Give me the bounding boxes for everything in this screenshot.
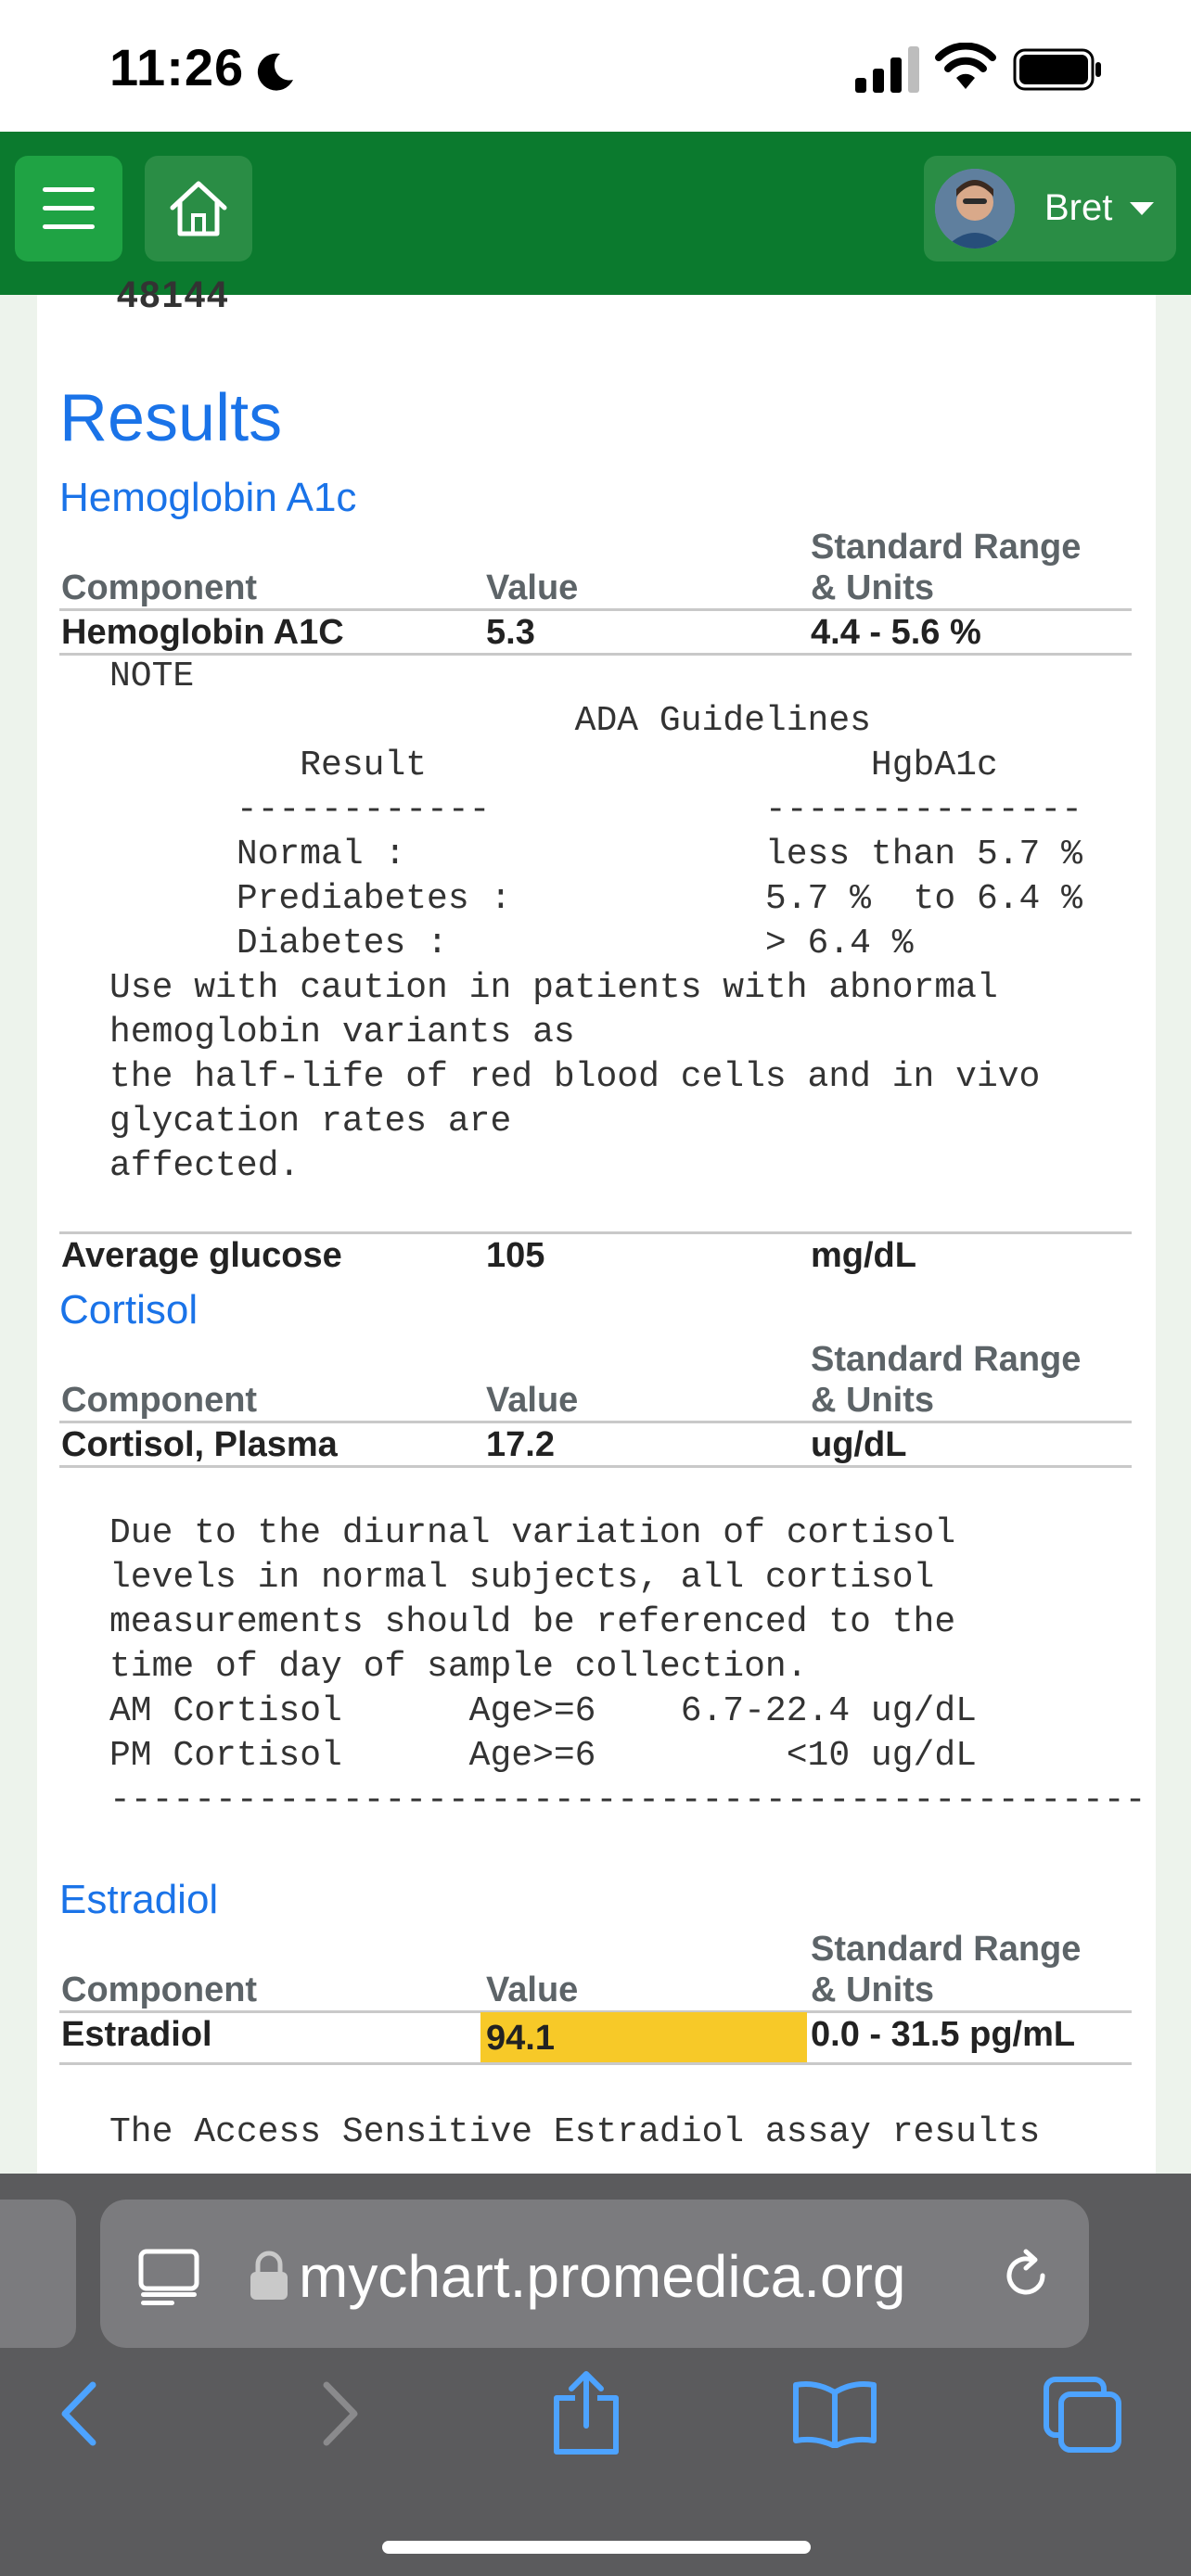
row-range: 4.4 - 5.6 % <box>811 613 981 652</box>
header-component: Component <box>61 1970 258 2009</box>
divider <box>59 608 1132 611</box>
cut-off-text: 48144 <box>117 274 230 315</box>
header-value: Value <box>486 1381 579 1420</box>
row-range: ug/dL <box>811 1425 907 1464</box>
bookmarks-icon[interactable] <box>790 2379 879 2448</box>
status-time: 11:26 <box>109 38 245 96</box>
hamburger-icon <box>43 185 95 232</box>
user-name: Bret <box>1044 187 1113 228</box>
page-menu-icon[interactable] <box>137 2248 200 2305</box>
share-icon[interactable] <box>551 2370 621 2455</box>
header-value: Value <box>486 568 579 607</box>
menu-button[interactable] <box>15 156 122 261</box>
header-component: Component <box>61 568 258 607</box>
divider <box>59 1465 1132 1468</box>
header-range-line2: & Units <box>811 568 934 607</box>
moon-icon <box>252 50 297 95</box>
back-icon[interactable] <box>58 2381 104 2446</box>
header-range-line1: Standard Range <box>811 1340 1082 1379</box>
home-button[interactable] <box>145 156 252 261</box>
note-text: Due to the diurnal variation of cortisol levels in normal subjects, all cortisol measurements should be referenced to the time of day of sample collection. AM Cortisol Age>=6 6.7-22.4 ug/dL PM Cortisol Age>=6 <10 ug/dL ------------------------------------------------- <box>109 1513 1146 1820</box>
header-range-line2: & Units <box>811 1970 934 2009</box>
row-component: Hemoglobin A1C <box>61 613 344 652</box>
header-value: Value <box>486 1970 579 2009</box>
note-text: NOTE ADA Guidelines Result HgbA1c ------------ --------------- Normal : less than 5.7 % Prediabetes : 5.7 % to 6.4 % Diabetes : > 6.4 % Use with caution in patients with abnormal hemoglobin variants as the half-life of red blood cells and in vivo glycation rates are affected. <box>109 657 1082 1186</box>
avatar <box>935 169 1015 249</box>
home-icon <box>167 180 230 237</box>
header-range-line1: Standard Range <box>811 528 1082 567</box>
row-component: Cortisol, Plasma <box>61 1425 338 1464</box>
row-component: Estradiol <box>61 2015 212 2054</box>
tabs-icon[interactable] <box>1043 2376 1124 2454</box>
battery-icon <box>1013 48 1102 91</box>
forward-icon[interactable] <box>315 2381 362 2446</box>
url-text[interactable]: mychart.promedica.org <box>299 2243 906 2310</box>
header-range-line2: & Units <box>811 1381 934 1420</box>
row-value: 105 <box>486 1236 545 1275</box>
header-component: Component <box>61 1381 258 1420</box>
note-text: The Access Sensitive Estradiol assay results <box>109 2112 1041 2152</box>
results-title: Results <box>59 381 283 455</box>
status-bar <box>0 0 1191 132</box>
row-range: 0.0 - 31.5 pg/mL <box>811 2015 1076 2054</box>
reload-icon[interactable] <box>998 2248 1054 2303</box>
header-range-line1: Standard Range <box>811 1930 1082 1969</box>
divider <box>59 1421 1132 1423</box>
divider <box>59 1231 1132 1234</box>
home-indicator <box>382 2541 811 2554</box>
section-title-cortisol[interactable]: Cortisol <box>59 1287 198 1333</box>
user-menu-button[interactable] <box>924 156 1176 261</box>
cellular-signal-icon <box>855 45 922 93</box>
row-range: mg/dL <box>811 1236 916 1275</box>
lock-icon <box>249 2250 289 2302</box>
row-value: 17.2 <box>486 1425 555 1464</box>
divider <box>59 2062 1132 2065</box>
wifi-icon <box>935 43 996 91</box>
row-value: 94.1 <box>486 2019 555 2058</box>
row-value: 5.3 <box>486 613 535 652</box>
caret-down-icon <box>1130 202 1154 217</box>
previous-tab[interactable] <box>0 2200 76 2348</box>
section-title-estradiol[interactable]: Estradiol <box>59 1877 219 1922</box>
section-title-hemoglobin-a1c[interactable]: Hemoglobin A1c <box>59 475 357 520</box>
row-component: Average glucose <box>61 1236 342 1275</box>
